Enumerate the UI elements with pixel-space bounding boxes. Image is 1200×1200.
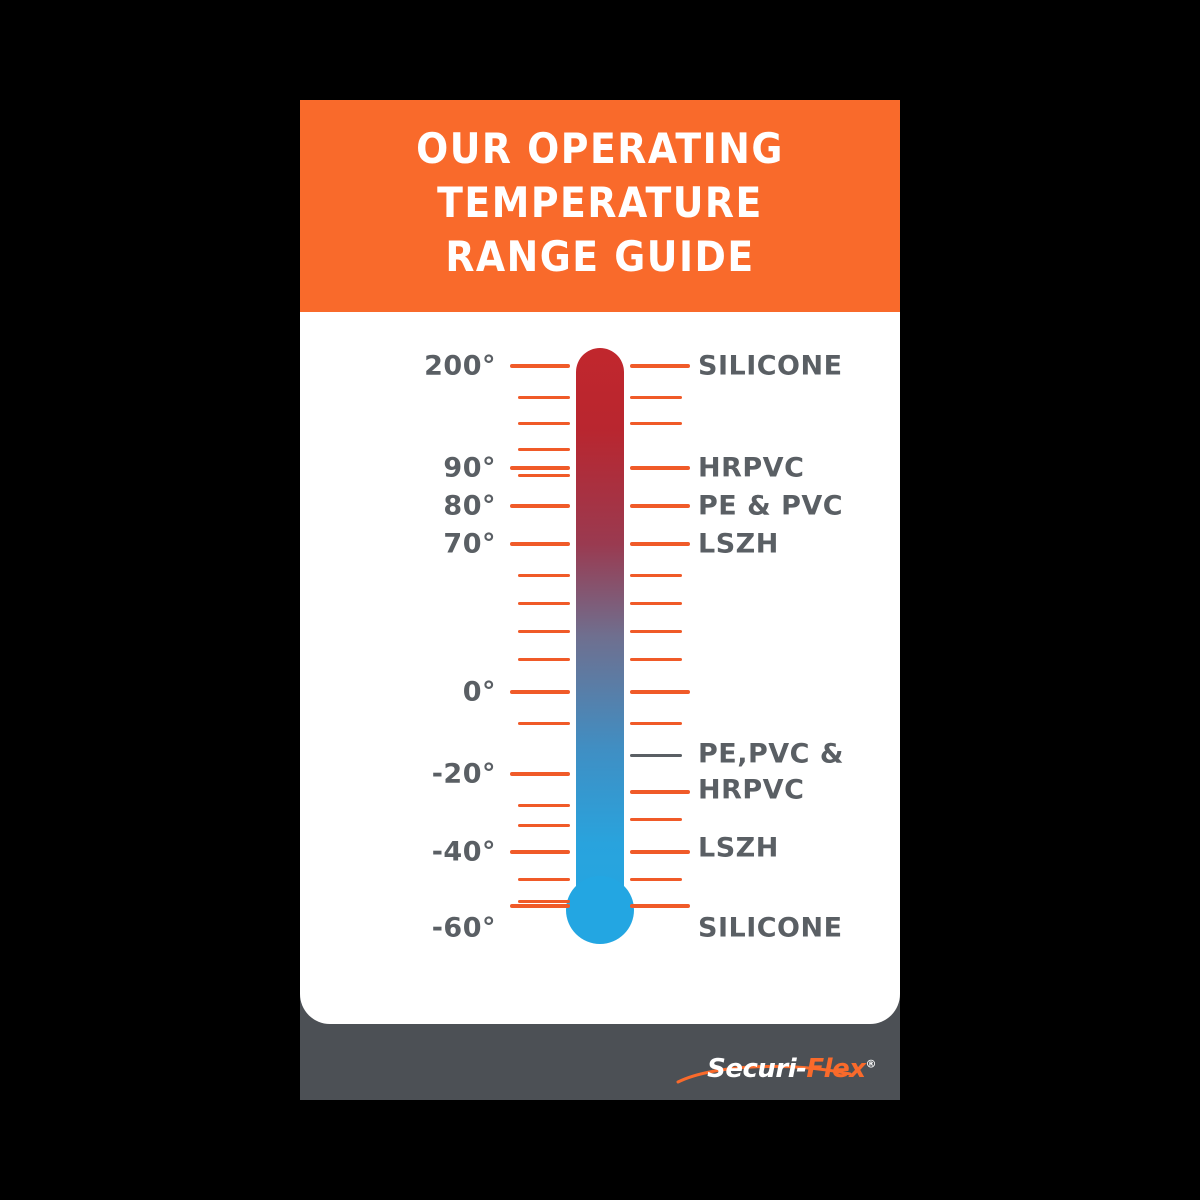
axis-label-80: 80°	[443, 490, 496, 522]
axis-label-90: 90°	[443, 452, 496, 484]
title-line-1: OUR OPERATING	[416, 124, 784, 173]
page-title	[300, 122, 900, 284]
chart-panel	[300, 312, 900, 1024]
tick-right-minor-2	[630, 422, 682, 425]
tick-right-minor-9	[630, 722, 682, 725]
tick-right-minor-11	[630, 818, 682, 821]
series-label-pe-pvc-high: PE & PVC	[698, 490, 844, 522]
brand-name-primary: Securi-	[707, 1054, 807, 1084]
tick-left-neg60	[510, 904, 570, 908]
temperature-range-poster	[300, 100, 900, 1100]
tick-left-neg20	[510, 772, 570, 776]
series-label-pe-pvc-hrpvc-low-line2: HRPVC	[698, 774, 805, 806]
series-label-lszh-low: LSZH	[698, 832, 779, 864]
axis-label-200: 200°	[424, 350, 496, 382]
registered-trademark-icon: ®	[865, 1057, 876, 1071]
tick-left-0	[510, 690, 570, 694]
tick-left-minor-13	[518, 878, 570, 881]
thermometer-chart	[300, 312, 900, 1024]
series-label-pe-pvc-hrpvc-low-line1: PE,PVC &	[698, 738, 844, 770]
tick-right-80	[630, 504, 690, 508]
thermometer-tube	[576, 348, 624, 924]
thermometer-bulb	[566, 876, 634, 944]
axis-label-0: 0°	[462, 676, 496, 708]
tick-left-200	[510, 364, 570, 368]
tick-right-neg20	[630, 790, 690, 794]
tick-right-minor-7	[630, 630, 682, 633]
tick-right-minor-13	[630, 878, 682, 881]
tick-left-80	[510, 504, 570, 508]
tick-left-minor-14	[518, 900, 570, 903]
tick-right-minor-5	[630, 574, 682, 577]
tick-left-minor-7	[518, 630, 570, 633]
tick-right-0	[630, 690, 690, 694]
tick-right-neg60	[630, 904, 690, 908]
tick-right-minor-10	[630, 754, 682, 757]
series-label-hrpvc-high: HRPVC	[698, 452, 805, 484]
series-label-silicone-high: SILICONE	[698, 350, 843, 382]
axis-label-70: 70°	[443, 528, 496, 560]
tick-left-minor-2	[518, 422, 570, 425]
series-label-silicone-low: SILICONE	[698, 912, 843, 944]
tick-left-minor-12	[518, 824, 570, 827]
series-label-lszh-high: LSZH	[698, 528, 779, 560]
tick-left-minor-6	[518, 602, 570, 605]
tick-right-70	[630, 542, 690, 546]
tick-right-90	[630, 466, 690, 470]
tick-left-minor-9	[518, 722, 570, 725]
tick-left-minor-1	[518, 396, 570, 399]
title-line-3: RANGE GUIDE	[445, 232, 755, 281]
axis-label-neg40: -40°	[431, 836, 496, 868]
poster-header	[300, 100, 900, 312]
brand-name-accent: Flex	[806, 1054, 866, 1084]
tick-left-70	[510, 542, 570, 546]
axis-label-neg60: -60°	[431, 912, 496, 944]
axis-label-neg20: -20°	[431, 758, 496, 790]
tick-left-minor-8	[518, 658, 570, 661]
title-line-2: TEMPERATURE	[437, 178, 763, 227]
tick-right-minor-8	[630, 658, 682, 661]
tick-right-minor-6	[630, 602, 682, 605]
tick-left-minor-3	[518, 448, 570, 451]
tick-left-minor-4	[518, 474, 570, 477]
poster-footer	[300, 1024, 900, 1100]
tick-left-minor-11	[518, 804, 570, 807]
tick-left-90	[510, 466, 570, 470]
tick-right-minor-1	[630, 396, 682, 399]
brand-logo	[707, 1054, 876, 1084]
tick-right-neg40	[630, 850, 690, 854]
tick-left-minor-5	[518, 574, 570, 577]
tick-left-neg40	[510, 850, 570, 854]
tick-right-200	[630, 364, 690, 368]
